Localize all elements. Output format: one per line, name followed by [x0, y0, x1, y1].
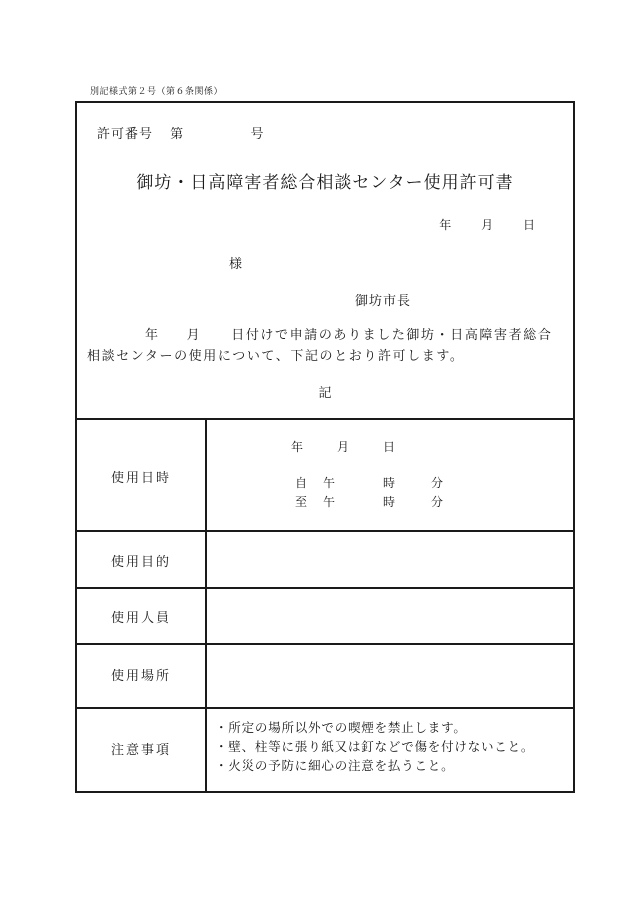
divider-header [77, 418, 573, 420]
divider-people [77, 643, 573, 645]
label-notes: 注意事項 [110, 743, 171, 758]
statement-line1: 日付けで申請のありました御坊・日高障害者総合 [231, 328, 553, 343]
from-label: 自 [295, 476, 308, 490]
page-title: 御坊・日高障害者総合相談センター使用許可書 [136, 173, 514, 193]
datetime-month: 月 [337, 440, 350, 454]
divider-purpose [77, 587, 573, 589]
to-am: 午 [323, 495, 336, 509]
form-style-note: 別記様式第２号（第６条関係） [90, 87, 224, 97]
from-am: 午 [323, 476, 336, 490]
issue-date [413, 216, 535, 233]
addressee-suffix: 様 [229, 257, 243, 272]
datetime-day: 日 [383, 440, 396, 454]
issue-date-month: 月 [481, 218, 494, 232]
to-minute: 分 [431, 495, 444, 509]
datetime-year: 年 [291, 440, 304, 454]
divider-datetime [77, 530, 573, 532]
to-hour: 時 [383, 495, 396, 509]
note-item: ・壁、柱等に張り紙又は釘などで傷を付けないこと。 [215, 739, 535, 754]
from-minute: 分 [431, 476, 444, 490]
from-hour: 時 [383, 476, 396, 490]
note-item: ・所定の場所以外での喫煙を禁止します。 [215, 720, 467, 735]
label-datetime: 使用日時 [110, 471, 171, 486]
issuer-name: 御坊市長 [355, 294, 412, 309]
label-people: 使用人員 [110, 611, 171, 626]
issue-date-year: 年 [439, 218, 452, 232]
to-label: 至 [295, 495, 308, 509]
label-purpose: 使用目的 [110, 555, 171, 570]
issue-date-day: 日 [522, 218, 535, 232]
statement-month: 月 [186, 328, 202, 343]
permit-number-go: 号 [250, 127, 265, 142]
ki-heading: 記 [318, 386, 332, 401]
statement-year: 年 [145, 328, 160, 343]
permission-statement [87, 325, 552, 367]
statement-line2: 相談センターの使用について、下記のとおり許可します。 [87, 349, 465, 364]
permit-form [75, 101, 575, 793]
column-divider [205, 418, 207, 793]
permit-number-label: 許可番号 [97, 127, 154, 142]
note-item: ・火災の予防に細心の注意を払うこと。 [215, 758, 455, 773]
label-place: 使用場所 [110, 669, 171, 684]
permit-number [97, 123, 264, 142]
divider-place [77, 707, 573, 709]
notes-list [215, 718, 534, 775]
permit-number-dai: 第 [170, 127, 185, 142]
